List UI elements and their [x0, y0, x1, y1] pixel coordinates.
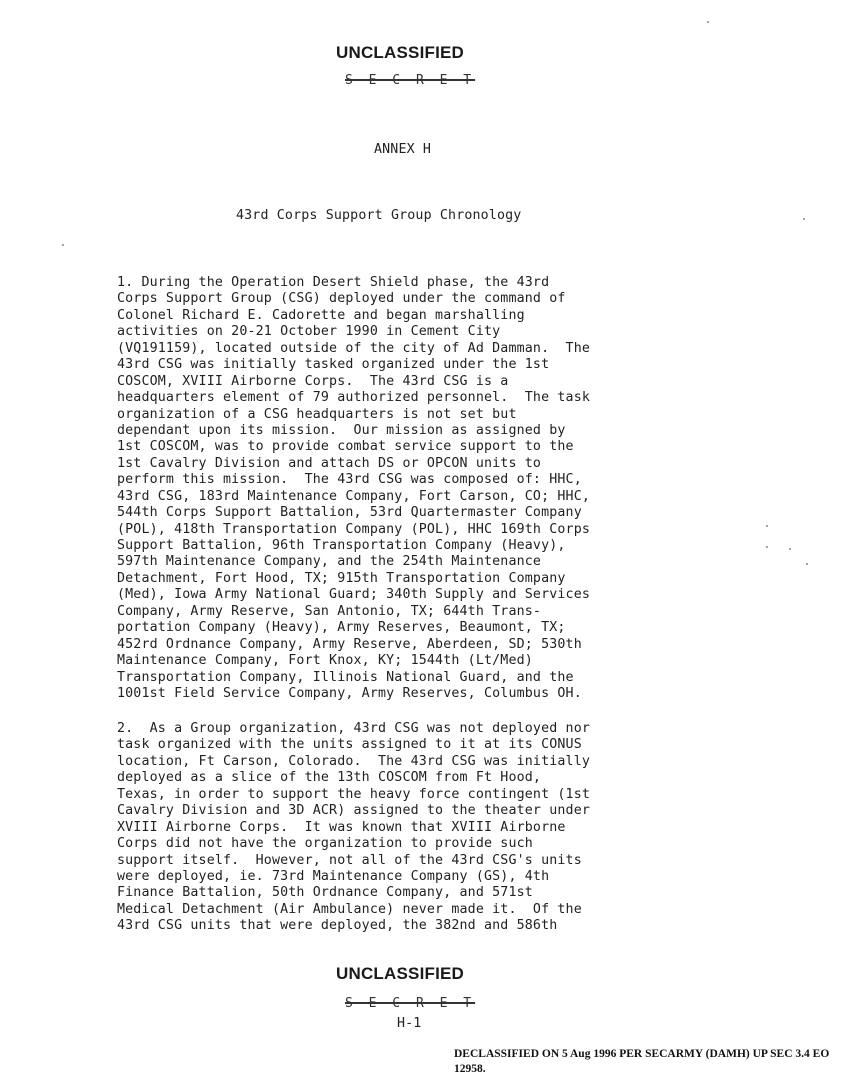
- text-line: 452rd Ordnance Company, Army Reserve, Aberdeen, SD; 530th: [117, 636, 582, 652]
- scan-speck: [707, 21, 709, 23]
- text-line: Cavalry Division and 3D ACR) assigned to the theater under: [117, 803, 591, 819]
- text-line: activities on 20-21 October 1990 in Cement City: [117, 324, 501, 340]
- scan-speck: [806, 563, 808, 565]
- text-line: Support Battalion, 96th Transportation Company (Heavy),: [117, 538, 566, 553]
- text-line: 43rd CSG units that were deployed, the 382nd and 586th: [117, 918, 558, 934]
- text-line: deployed as a slice of the 13th COSCOM from Ft Hood,: [117, 770, 542, 786]
- text-line: 43rd CSG, 183rd Maintenance Company, Fort Carson, CO; HHC,: [117, 488, 591, 504]
- text-line: Corps did not have the organization to provide such: [117, 836, 533, 852]
- document-title: 43rd Corps Support Group Chronology: [236, 208, 522, 223]
- annex-heading: ANNEX H: [374, 142, 432, 157]
- classification-banner-bottom: UNCLASSIFIED: [336, 964, 465, 983]
- text-line: 1. During the Operation Desert Shield phase, the 43rd: [117, 275, 550, 290]
- declassification-notice: DECLASSIFIED ON 5 Aug 1996 PER SECARMY (DAMH) UP SEC 3.4 EO 12958.: [454, 1048, 830, 1075]
- text-line: XVIII Airborne Corps. It was known that XVIII Airborne: [117, 819, 566, 835]
- scan-speck: [789, 548, 791, 550]
- text-line: were deployed, ie. 73rd Maintenance Company (GS), 4th: [117, 868, 550, 884]
- text-line: COSCOM, XVIII Airborne Corps. The 43rd CSG is a: [117, 373, 509, 389]
- text-line: location, Ft Carson, Colorado. The 43rd CSG was initially: [117, 753, 591, 769]
- text-line: 1st COSCOM, was to provide combat service support to the: [117, 439, 574, 455]
- page-number: H-1: [397, 1016, 422, 1031]
- text-line: organization of a CSG headquarters is not set but: [117, 406, 517, 422]
- text-line: (POL), 418th Transportation Company (POL), HHC 169th Corps: [117, 521, 591, 537]
- secret-stamp-top: S E C R E T: [345, 73, 476, 88]
- text-line: (Med), Iowa Army National Guard; 340th Supply and Services: [117, 587, 591, 603]
- paragraph-1: [117, 275, 590, 702]
- text-line: (VQ191159), located outside of the city of Ad Damman. The: [117, 340, 591, 356]
- text-line: 2. As a Group organization, 43rd CSG was not deployed nor: [117, 721, 591, 736]
- text-line: Finance Battalion, 50th Ordnance Company, and 571st: [117, 885, 533, 901]
- text-line: Medical Detachment (Air Ambulance) never made it. Of the: [117, 901, 582, 917]
- text-line: Corps Support Group (CSG) deployed under the command of: [117, 291, 566, 307]
- text-line: Maintenance Company, Fort Knox, KY; 1544th (Lt/Med): [117, 653, 533, 669]
- classification-banner-top: UNCLASSIFIED: [336, 43, 465, 62]
- text-line: portation Company (Heavy), Army Reserves, Beaumont, TX;: [117, 620, 566, 636]
- scan-speck: [766, 546, 768, 548]
- scan-speck: [766, 525, 768, 527]
- text-line: 544th Corps Support Battalion, 53rd Quartermaster Company: [117, 505, 582, 521]
- secret-stamp-bottom: S E C R E T: [345, 996, 476, 1011]
- text-line: task organized with the units assigned to it at its CONUS: [117, 737, 582, 753]
- scan-speck: [803, 218, 805, 220]
- text-line: Transportation Company, Illinois National Guard, and the: [117, 669, 574, 685]
- paragraph-2: [117, 721, 590, 935]
- text-line: support itself. However, not all of the 43rd CSG's units: [117, 852, 582, 868]
- text-line: dependant upon its mission. Our mission as assigned by: [117, 422, 566, 438]
- text-line: Colonel Richard E. Cadorette and began marshalling: [117, 307, 525, 323]
- text-line: perform this mission. The 43rd CSG was composed of: HHC,: [117, 472, 582, 488]
- text-line: Detachment, Fort Hood, TX; 915th Transportation Company: [117, 570, 566, 586]
- text-line: 43rd CSG was initially tasked organized under the 1st: [117, 357, 550, 373]
- text-line: 597th Maintenance Company, and the 254th Maintenance: [117, 554, 542, 570]
- scan-speck: [62, 244, 64, 246]
- text-line: 1001st Field Service Company, Army Reserves, Columbus OH.: [117, 685, 582, 701]
- text-line: Texas, in order to support the heavy force contingent (1st: [117, 786, 591, 802]
- text-line: headquarters element of 79 authorized personnel. The task: [117, 390, 591, 406]
- text-line: Company, Army Reserve, San Antonio, TX; 644th Trans-: [117, 603, 542, 619]
- text-line: 1st Cavalry Division and attach DS or OPCON units to: [117, 455, 542, 471]
